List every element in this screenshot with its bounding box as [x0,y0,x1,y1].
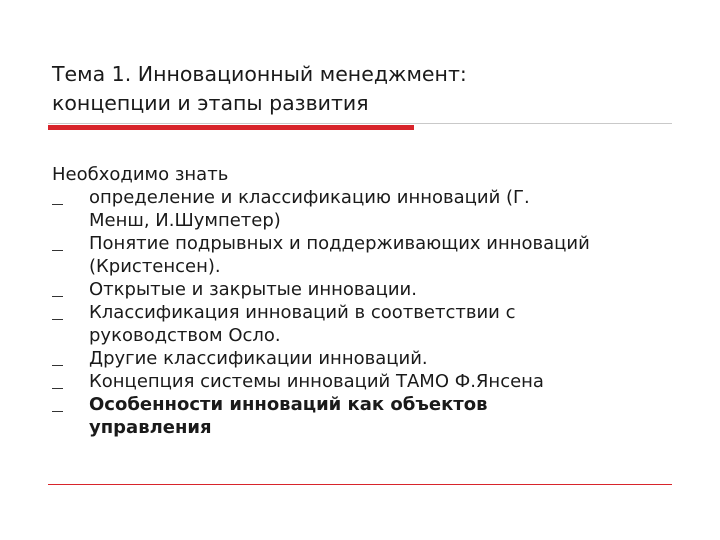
dash-bullet-icon [52,365,63,366]
list-item [52,370,672,393]
dash-bullet-icon [52,296,63,297]
list-item-text: Понятие подрывных и поддерживающих инноваций [89,233,590,254]
list-item [52,186,672,232]
list-item-text: руководством Осло. [89,325,281,346]
list-item [52,301,672,347]
dash-bullet-icon [52,250,63,251]
list-item [52,393,672,439]
list-item [52,232,672,278]
footer-divider-red [48,484,672,485]
slide-title-line-1: Тема 1. Инновационный менеджмент: [52,62,467,86]
intro-text: Необходимо знать [52,164,229,185]
dash-bullet-icon [52,204,63,205]
slide-body [52,163,672,439]
list-item [52,278,672,301]
dash-bullet-icon [52,388,63,389]
list-item-text: Другие классификации инноваций. [89,348,428,369]
slide-title-line-2: концепции и этапы развития [52,91,369,115]
list-item-text: Концепция системы инноваций ТАМО Ф.Янсена [89,371,544,392]
dash-bullet-icon [52,411,63,412]
list-item-text: управления [89,417,212,438]
dash-bullet-icon [52,319,63,320]
slide-title [52,60,672,118]
title-divider-red [48,125,414,130]
list-item-text: Особенности инноваций как объектов [89,394,488,415]
list-item [52,347,672,370]
list-item-text: Классификация инноваций в соответствии с [89,302,516,323]
list-item-text: Открытые и закрытые инновации. [89,279,417,300]
list-item-text: Менш, И.Шумпетер) [89,210,281,231]
list-item-text: определение и классификацию инноваций (Г. [89,187,530,208]
bullet-list [52,186,672,439]
title-divider-gray [48,123,672,124]
list-item-text: (Кристенсен). [89,256,221,277]
